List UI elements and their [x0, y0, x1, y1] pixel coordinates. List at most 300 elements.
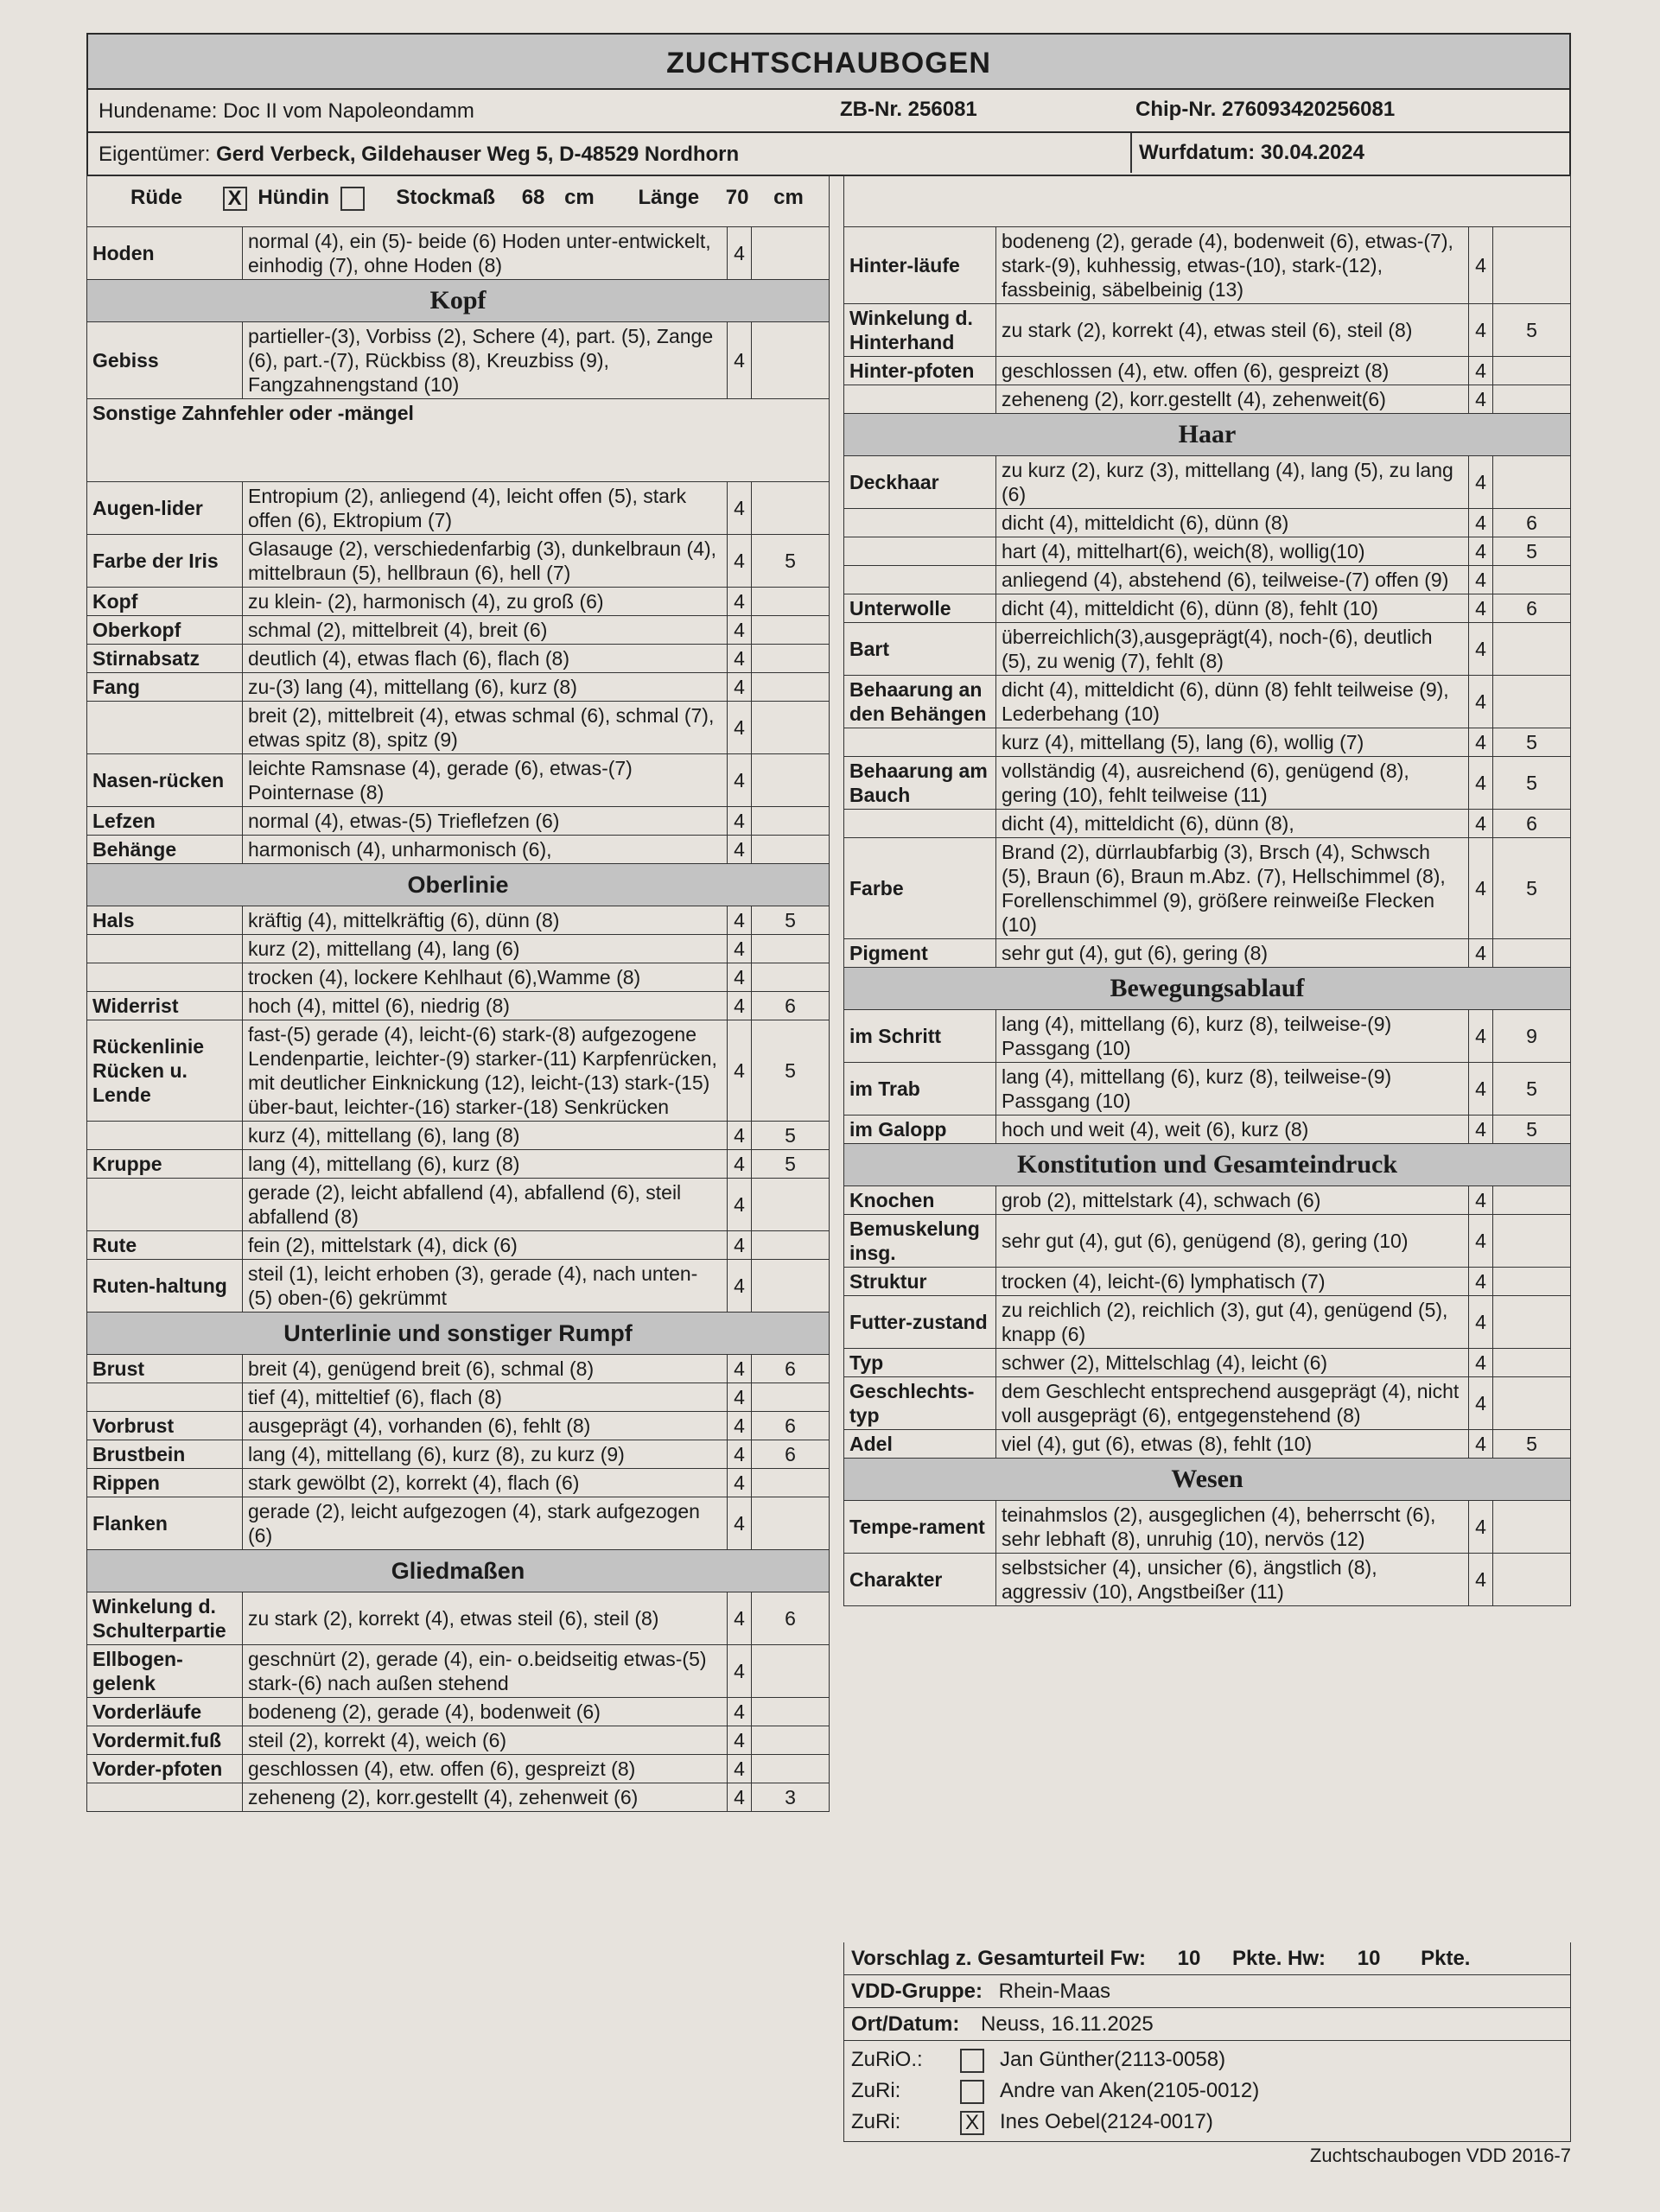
ideal-value: 4	[1469, 676, 1493, 728]
notes-field[interactable]: Sonstige Zahnfehler oder -mängel	[87, 399, 830, 482]
criterion-options: breit (4), genügend breit (6), schmal (8)	[243, 1355, 728, 1383]
criterion-row	[844, 757, 1571, 810]
criterion-label: Behaarung am Bauch	[844, 757, 996, 810]
form-code: Zuchtschaubogen VDD 2016-7	[1309, 2145, 1571, 2166]
criterion-label: Nasen-rücken	[87, 754, 243, 807]
evaluation-footer	[843, 1942, 1571, 2142]
criterion-options: bodeneng (2), gerade (4), bodenweit (6)	[243, 1698, 728, 1726]
ideal-value: 4	[728, 963, 752, 992]
criterion-row	[87, 1755, 830, 1783]
score-cell[interactable]	[752, 935, 830, 963]
dog-info-row	[86, 90, 1571, 133]
criterion-row	[87, 1020, 830, 1122]
criterion-row	[87, 1179, 830, 1231]
criterion-label	[87, 1783, 243, 1812]
criterion-options: fast-(5) gerade (4), leicht-(6) stark-(8) aufgezogene Lendenpartie, leichter-(9) starker-(11) Karpfenrücken, mit deutlicher Einknickung (12), leicht-(13) stark-(15) über-baut, leichter-(16) starker-(18) Senkrücken	[243, 1020, 728, 1122]
score-cell[interactable]: 6	[1493, 810, 1571, 838]
ideal-value: 4	[728, 754, 752, 807]
criterion-options: Glasauge (2), verschiedenfarbig (3), dunkelbraun (4), mittelbraun (5), hellbraun (6), hell (7)	[243, 535, 728, 588]
ideal-value: 4	[728, 1150, 752, 1179]
criterion-options: zeheneng (2), korr.gestellt (4), zehenweit(6)	[996, 385, 1469, 414]
ideal-value: 4	[1469, 357, 1493, 385]
male-checkbox[interactable]: X	[223, 187, 247, 211]
criterion-row	[87, 673, 830, 702]
score-cell[interactable]	[1493, 1377, 1571, 1430]
ideal-value: 4	[1469, 1268, 1493, 1296]
ideal-value: 4	[728, 906, 752, 935]
criterion-options: trocken (4), lockere Kehlhaut (6),Wamme (8)	[243, 963, 728, 992]
ideal-value: 4	[1469, 1010, 1493, 1063]
score-cell[interactable]	[752, 807, 830, 836]
score-cell[interactable]	[752, 1755, 830, 1783]
criterion-options: ausgeprägt (4), vorhanden (6), fehlt (8)	[243, 1412, 728, 1440]
criterion-row	[87, 1412, 830, 1440]
right-criteria-table	[843, 226, 1571, 1606]
criterion-options: geschlossen (4), etw. offen (6), gespreizt (8)	[996, 357, 1469, 385]
left-column	[86, 175, 830, 1812]
criterion-row	[87, 935, 830, 963]
score-cell[interactable]: 6	[752, 1440, 830, 1469]
score-cell[interactable]	[752, 754, 830, 807]
ideal-value: 4	[728, 836, 752, 864]
score-cell[interactable]	[1493, 566, 1571, 594]
criterion-label: Hoden	[87, 227, 243, 280]
ideal-value: 4	[1469, 1063, 1493, 1116]
score-cell[interactable]: 5	[752, 1122, 830, 1150]
score-cell[interactable]: 5	[1493, 1063, 1571, 1116]
score-cell[interactable]: 6	[752, 1412, 830, 1440]
score-cell[interactable]	[1493, 456, 1571, 509]
score-cell[interactable]	[1493, 676, 1571, 728]
score-cell[interactable]: 5	[1493, 1430, 1571, 1459]
score-cell[interactable]	[752, 1383, 830, 1412]
criterion-label: im Schritt	[844, 1010, 996, 1063]
criterion-label: Kopf	[87, 588, 243, 616]
criterion-label: Hals	[87, 906, 243, 935]
criterion-label	[844, 385, 996, 414]
criterion-options: fein (2), mittelstark (4), dick (6)	[243, 1231, 728, 1260]
criterion-row	[87, 1698, 830, 1726]
female-checkbox[interactable]	[340, 187, 365, 211]
ideal-value: 4	[728, 1122, 752, 1150]
criterion-label: Ruten-haltung	[87, 1260, 243, 1313]
ideal-value: 4	[1469, 227, 1493, 304]
ideal-value: 4	[1469, 537, 1493, 566]
score-cell[interactable]: 6	[1493, 594, 1571, 623]
ideal-value: 4	[728, 1260, 752, 1313]
score-cell[interactable]	[1493, 623, 1571, 676]
criterion-label: Bemuskelung insg.	[844, 1215, 996, 1268]
score-cell[interactable]: 5	[752, 1020, 830, 1122]
criterion-options: zu reichlich (2), reichlich (3), gut (4), genügend (5), knapp (6)	[996, 1296, 1469, 1349]
score-cell[interactable]	[752, 1179, 830, 1231]
criterion-label: Stirnabsatz	[87, 645, 243, 673]
score-cell[interactable]	[752, 836, 830, 864]
zb-label: ZB-Nr.	[840, 98, 902, 121]
criterion-row	[87, 1122, 830, 1150]
ideal-value: 4	[728, 1383, 752, 1412]
criterion-options: dicht (4), mitteldicht (6), dünn (8), fehlt (10)	[996, 594, 1469, 623]
criterion-label: Deckhaar	[844, 456, 996, 509]
score-cell[interactable]	[752, 227, 830, 280]
ideal-value: 4	[728, 1412, 752, 1440]
ideal-value: 4	[728, 1020, 752, 1122]
criterion-options: breit (2), mittelbreit (4), etwas schmal (6), schmal (7), etwas spitz (8), spitz (9)	[243, 702, 728, 754]
ideal-value: 4	[1469, 1349, 1493, 1377]
ideal-value: 4	[1469, 623, 1493, 676]
ideal-value: 4	[728, 1698, 752, 1726]
criterion-options: lang (4), mittellang (6), kurz (8), zu kurz (9)	[243, 1440, 728, 1469]
criterion-row	[844, 1554, 1571, 1606]
judge-checkbox[interactable]	[960, 2049, 984, 2073]
criterion-label: Vordermit.fuß	[87, 1726, 243, 1755]
criterion-label	[844, 810, 996, 838]
ideal-value: 4	[1469, 810, 1493, 838]
judge-name: Andre van Aken(2105-0012)	[1000, 2079, 1260, 2102]
criterion-label: Oberkopf	[87, 616, 243, 645]
score-cell[interactable]: 5	[1493, 1116, 1571, 1144]
judge-name: Ines Oebel(2124-0017)	[1000, 2110, 1213, 2133]
section-heading: Konstitution und Gesamteindruck	[844, 1144, 1571, 1186]
ideal-value: 4	[728, 1592, 752, 1645]
criterion-options: geschnürt (2), gerade (4), ein- o.beidseitig etwas-(5) stark-(6) nach außen stehend	[243, 1645, 728, 1698]
criterion-label: Typ	[844, 1349, 996, 1377]
score-cell[interactable]: 6	[752, 1592, 830, 1645]
ideal-value: 4	[1469, 757, 1493, 810]
ideal-value: 4	[1469, 1554, 1493, 1606]
ideal-value: 4	[1469, 1215, 1493, 1268]
ideal-value: 4	[728, 1469, 752, 1497]
criterion-row	[844, 1349, 1571, 1377]
dog-name-label: Hundename:	[99, 99, 218, 123]
criterion-row	[87, 1383, 830, 1412]
criterion-row	[844, 1063, 1571, 1116]
criterion-options: schwer (2), Mittelschlag (4), leicht (6)	[996, 1349, 1469, 1377]
score-cell[interactable]	[752, 482, 830, 535]
criterion-label: Bart	[844, 623, 996, 676]
score-cell[interactable]: 6	[752, 1355, 830, 1383]
judge-checkbox[interactable]: X	[960, 2111, 984, 2135]
score-cell[interactable]: 5	[1493, 728, 1571, 757]
criterion-label: Winkelung d. Hinterhand	[844, 304, 996, 357]
score-cell[interactable]: 5	[1493, 304, 1571, 357]
place-date-label: Ort/Datum:	[851, 2012, 960, 2036]
criterion-row	[87, 1469, 830, 1497]
score-cell[interactable]	[752, 1645, 830, 1698]
score-cell[interactable]: 3	[752, 1783, 830, 1812]
criterion-options: zu stark (2), korrekt (4), etwas steil (6), steil (8)	[243, 1592, 728, 1645]
criterion-options: lang (4), mittellang (6), kurz (8)	[243, 1150, 728, 1179]
judge-checkbox[interactable]	[960, 2080, 984, 2104]
chip-label: Chip-Nr.	[1135, 98, 1217, 121]
criterion-row	[844, 623, 1571, 676]
proposal-row	[843, 1942, 1571, 1975]
criterion-row	[87, 1783, 830, 1812]
ideal-value: 4	[728, 935, 752, 963]
score-sheet	[86, 33, 1571, 2166]
criterion-options: dicht (4), mitteldicht (6), dünn (8) fehlt teilweise (9), Lederbehang (10)	[996, 676, 1469, 728]
right-column	[843, 175, 1571, 1606]
criterion-options: überreichlich(3),ausgeprägt(4), noch-(6), deutlich (5), zu wenig (7), fehlt (8)	[996, 623, 1469, 676]
ideal-value: 4	[728, 588, 752, 616]
score-cell[interactable]	[752, 1726, 830, 1755]
criterion-options: zeheneng (2), korr.gestellt (4), zehenweit (6)	[243, 1783, 728, 1812]
chip-value: 276093420256081	[1222, 98, 1396, 121]
judge-row	[851, 2107, 1563, 2138]
score-cell[interactable]	[1493, 357, 1571, 385]
dog-name-value: Doc II vom Napoleondamm	[223, 99, 474, 123]
criterion-row	[844, 537, 1571, 566]
criterion-label	[844, 509, 996, 537]
criterion-options: teinahmslos (2), ausgeglichen (4), beherrscht (6), sehr lebhaft (8), unruhig (10), nervös (12)	[996, 1501, 1469, 1554]
criterion-row	[844, 676, 1571, 728]
criterion-options: schmal (2), mittelbreit (4), breit (6)	[243, 616, 728, 645]
score-cell[interactable]	[1493, 227, 1571, 304]
criterion-options: zu kurz (2), kurz (3), mittellang (4), lang (5), zu lang (6)	[996, 456, 1469, 509]
criterion-options: kräftig (4), mittelkräftig (6), dünn (8)	[243, 906, 728, 935]
criterion-row	[87, 1645, 830, 1698]
score-cell[interactable]	[752, 616, 830, 645]
score-cell[interactable]	[752, 1260, 830, 1313]
section-heading: Kopf	[87, 280, 830, 322]
criterion-label: im Galopp	[844, 1116, 996, 1144]
criterion-options: hoch (4), mittel (6), niedrig (8)	[243, 992, 728, 1020]
criterion-row	[844, 594, 1571, 623]
place-date-row	[843, 2008, 1571, 2041]
criterion-label: Vorbrust	[87, 1412, 243, 1440]
criterion-label: Pigment	[844, 939, 996, 968]
ideal-value: 4	[728, 616, 752, 645]
proposal-pkte: Pkte.	[1421, 1947, 1471, 1970]
criterion-row	[844, 304, 1571, 357]
criterion-label	[87, 935, 243, 963]
section-heading: Gliedmaßen	[87, 1550, 830, 1592]
criterion-options: gerade (2), leicht abfallend (4), abfallend (6), steil abfallend (8)	[243, 1179, 728, 1231]
judges-block	[843, 2041, 1571, 2142]
score-cell[interactable]	[752, 645, 830, 673]
place-date-value: Neuss, 16.11.2025	[981, 2012, 1154, 2036]
criterion-label: Farbe der Iris	[87, 535, 243, 588]
ideal-value: 4	[1469, 385, 1493, 414]
owner-value: Gerd Verbeck, Gildehauser Weg 5, D-48529 Nordhorn	[216, 143, 740, 166]
criterion-label: Farbe	[844, 838, 996, 939]
criterion-options: bodeneng (2), gerade (4), bodenweit (6), etwas-(7), stark-(9), kuhhessig, etwas-(10), stark-(12), fassbeinig, säbelbeinig (13)	[996, 227, 1469, 304]
criterion-options: normal (4), ein (5)- beide (6) Hoden unter-entwickelt, einhodig (7), ohne Hoden (8)	[243, 227, 728, 280]
ideal-value: 4	[728, 1783, 752, 1812]
ideal-value: 4	[1469, 939, 1493, 968]
criterion-row	[844, 357, 1571, 385]
criterion-label: Geschlechts-typ	[844, 1377, 996, 1430]
score-cell[interactable]	[752, 673, 830, 702]
criterion-row	[844, 456, 1571, 509]
proposal-label: Vorschlag z. Gesamturteil Fw:	[851, 1947, 1146, 1970]
criterion-label	[87, 1122, 243, 1150]
ideal-value: 4	[728, 227, 752, 280]
criterion-row	[844, 838, 1571, 939]
group-value: Rhein-Maas	[998, 1980, 1111, 2003]
criterion-row	[844, 939, 1571, 968]
criterion-label: Kruppe	[87, 1150, 243, 1179]
sex-size-row	[86, 175, 830, 226]
ideal-value: 4	[728, 807, 752, 836]
score-cell[interactable]	[752, 322, 830, 399]
criterion-row	[844, 1010, 1571, 1063]
section-heading: Wesen	[844, 1459, 1571, 1501]
ideal-value: 4	[728, 1645, 752, 1698]
criterion-label: Vorderläufe	[87, 1698, 243, 1726]
proposal-fw: 10	[1177, 1947, 1201, 1970]
score-cell[interactable]	[1493, 1349, 1571, 1377]
criterion-row	[87, 227, 830, 280]
section-heading: Unterlinie und sonstiger Rumpf	[87, 1313, 830, 1355]
criterion-row	[844, 227, 1571, 304]
criterion-options: dem Geschlecht entsprechend ausgeprägt (4), nicht voll ausgeprägt (6), entgegenstehend (8)	[996, 1377, 1469, 1430]
score-cell[interactable]	[752, 1497, 830, 1550]
criterion-label: Winkelung d. Schulterpartie	[87, 1592, 243, 1645]
criterion-row	[87, 807, 830, 836]
criterion-row	[844, 385, 1571, 414]
criterion-label	[87, 702, 243, 754]
score-cell[interactable]	[1493, 1554, 1571, 1606]
ideal-value: 4	[728, 482, 752, 535]
ideal-value: 4	[1469, 1296, 1493, 1349]
score-cell[interactable]: 5	[1493, 537, 1571, 566]
criterion-row	[844, 1296, 1571, 1349]
ideal-value: 4	[1469, 509, 1493, 537]
criterion-options: dicht (4), mitteldicht (6), dünn (8)	[996, 509, 1469, 537]
criterion-options: steil (2), korrekt (4), weich (6)	[243, 1726, 728, 1755]
criterion-row	[87, 1231, 830, 1260]
ideal-value: 4	[1469, 1430, 1493, 1459]
criterion-label: Flanken	[87, 1497, 243, 1550]
criterion-options: kurz (2), mittellang (4), lang (6)	[243, 935, 728, 963]
score-cell[interactable]: 9	[1493, 1010, 1571, 1063]
ideal-value: 4	[1469, 594, 1493, 623]
criterion-row	[87, 616, 830, 645]
section-heading: Haar	[844, 414, 1571, 456]
criterion-options: zu klein- (2), harmonisch (4), zu groß (6)	[243, 588, 728, 616]
score-cell[interactable]	[1493, 1296, 1571, 1349]
criterion-label	[844, 566, 996, 594]
criterion-options: Brand (2), dürrlaubfarbig (3), Brsch (4), Schwsch (5), Braun (6), Braun m.Abz. (7), Hellschimmel (8), Forellenschimmel (9), größere reinweiße Flecken (10)	[996, 838, 1469, 939]
height-unit: cm	[564, 186, 595, 209]
criterion-label: Gebiss	[87, 322, 243, 399]
score-cell[interactable]: 5	[752, 906, 830, 935]
score-cell[interactable]	[1493, 939, 1571, 968]
criterion-row	[87, 754, 830, 807]
criterion-options: hart (4), mittelhart(6), weich(8), wollig(10)	[996, 537, 1469, 566]
criterion-options: lang (4), mittellang (6), kurz (8), teilweise-(9) Passgang (10)	[996, 1010, 1469, 1063]
judge-role: ZuRi:	[851, 2079, 901, 2102]
group-label: VDD-Gruppe:	[851, 1980, 983, 2003]
criterion-row	[844, 728, 1571, 757]
section-heading: Bewegungsablauf	[844, 968, 1571, 1010]
criterion-label: Brustbein	[87, 1440, 243, 1469]
criterion-row	[844, 509, 1571, 537]
criterion-label: Vorder-pfoten	[87, 1755, 243, 1783]
criterion-label: Rute	[87, 1231, 243, 1260]
criterion-row	[87, 836, 830, 864]
criterion-options: anliegend (4), abstehend (6), teilweise-(7) offen (9)	[996, 566, 1469, 594]
criterion-options: grob (2), mittelstark (4), schwach (6)	[996, 1186, 1469, 1215]
ideal-value: 4	[1469, 728, 1493, 757]
score-cell[interactable]	[752, 963, 830, 992]
female-label: Hündin	[258, 186, 329, 209]
score-cell[interactable]: 5	[752, 535, 830, 588]
score-cell[interactable]: 5	[752, 1150, 830, 1179]
criterion-row	[87, 535, 830, 588]
group-row	[843, 1975, 1571, 2008]
judge-role: ZuRi:	[851, 2110, 901, 2133]
criterion-row	[87, 588, 830, 616]
score-cell[interactable]	[752, 1698, 830, 1726]
score-cell[interactable]	[1493, 1501, 1571, 1554]
criterion-options: gerade (2), leicht aufgezogen (4), stark aufgezogen (6)	[243, 1497, 728, 1550]
criterion-options: steil (1), leicht erhoben (3), gerade (4), nach unten-(5) oben-(6) gekrümmt	[243, 1260, 728, 1313]
judge-name: Jan Günther(2113-0058)	[1000, 2048, 1226, 2071]
score-cell[interactable]	[1493, 1268, 1571, 1296]
criterion-label: Augen-lider	[87, 482, 243, 535]
criterion-label: Adel	[844, 1430, 996, 1459]
criterion-row	[87, 645, 830, 673]
score-cell[interactable]	[752, 588, 830, 616]
judge-row	[851, 2075, 1563, 2107]
litter-date-value: 30.04.2024	[1260, 141, 1364, 164]
criterion-options: vollständig (4), ausreichend (6), genügend (8), gering (10), fehlt teilweise (11)	[996, 757, 1469, 810]
score-cell[interactable]: 6	[752, 992, 830, 1020]
ideal-value: 4	[728, 1755, 752, 1783]
length-unit: cm	[773, 186, 804, 209]
criterion-row	[844, 1501, 1571, 1554]
litter-date-label: Wurfdatum:	[1139, 141, 1256, 164]
ideal-value: 4	[1469, 1116, 1493, 1144]
criterion-options: zu-(3) lang (4), mittellang (6), kurz (8)	[243, 673, 728, 702]
height-label: Stockmaß	[396, 186, 496, 209]
length-label: Länge	[638, 186, 700, 209]
ideal-value: 4	[728, 1440, 752, 1469]
ideal-value: 4	[728, 673, 752, 702]
criterion-label: Ellbogen-gelenk	[87, 1645, 243, 1698]
criterion-label: Unterwolle	[844, 594, 996, 623]
score-cell[interactable]: 5	[1493, 838, 1571, 939]
ideal-value: 4	[728, 702, 752, 754]
ideal-value: 4	[1469, 304, 1493, 357]
criterion-row	[844, 1186, 1571, 1215]
proposal-pkte-hw: Pkte. Hw:	[1232, 1947, 1326, 1970]
proposal-hw: 10	[1357, 1947, 1381, 1970]
length-value: 70	[725, 186, 749, 209]
criterion-options: Entropium (2), anliegend (4), leicht offen (5), stark offen (6), Ektropium (7)	[243, 482, 728, 535]
score-cell[interactable]	[1493, 1186, 1571, 1215]
score-cell[interactable]	[1493, 385, 1571, 414]
score-cell[interactable]	[1493, 1215, 1571, 1268]
criterion-label: Lefzen	[87, 807, 243, 836]
score-cell[interactable]: 5	[1493, 757, 1571, 810]
criterion-options: lang (4), mittellang (6), kurz (8), teilweise-(9) Passgang (10)	[996, 1063, 1469, 1116]
ideal-value: 4	[1469, 1186, 1493, 1215]
ideal-value: 4	[1469, 838, 1493, 939]
criterion-row	[87, 1150, 830, 1179]
score-cell[interactable]	[752, 1469, 830, 1497]
score-cell[interactable]	[752, 1231, 830, 1260]
judge-role: ZuRiO.:	[851, 2048, 923, 2071]
criterion-options: sehr gut (4), gut (6), genügend (8), gering (10)	[996, 1215, 1469, 1268]
score-cell[interactable]	[752, 702, 830, 754]
score-cell[interactable]: 6	[1493, 509, 1571, 537]
ideal-value: 4	[728, 992, 752, 1020]
criterion-label: Hinter-pfoten	[844, 357, 996, 385]
zb-value: 256081	[907, 98, 977, 121]
